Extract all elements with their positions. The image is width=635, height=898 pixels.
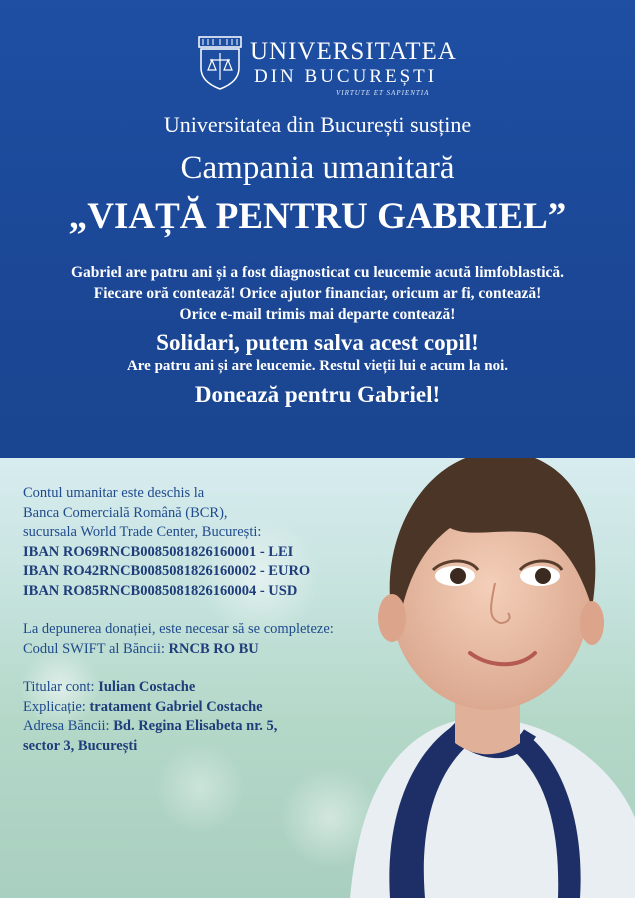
bank-line: Banca Comercială Română (BCR), [23,504,228,521]
address-line [23,717,403,737]
story-line: Gabriel are patru ani și a fost diagnosticat cu leucemie acută limfoblastică. [70,264,565,281]
bank-line: sucursala World Trade Center, București: [23,524,262,540]
crest-icon [198,36,242,90]
story-line: Orice e-mail trimis mai departe contează! [179,306,456,323]
holder-label: Titular cont: [23,679,99,695]
address-line-2: sector 3, București [23,737,138,754]
deposit-note: La depunerea donației, este necesar să se completeze: [23,621,334,637]
leukemia-line: Are patru ani și are leucemie. Restul vieții lui e acum la noi. [126,358,509,374]
explain-label: Explicație: [23,698,90,715]
university-logo [198,36,457,98]
solidari-heading: Solidari, putem salva acest copil! [156,330,479,355]
supports-line: Universitatea din București susține [163,112,472,137]
holder-line [23,678,403,698]
swift-line [23,640,403,660]
explain-line [23,698,403,718]
bank-line: Contul umanitar este deschis la [23,485,205,501]
iban-usd: IBAN RO85RNCB0085081826160004 - USD [23,582,298,599]
iban-euro: IBAN RO42RNCB0085081826160002 - EURO [23,563,311,579]
story-text [0,262,635,325]
address-value: Bd. Regina Elisabeta nr. 5, [113,718,278,734]
explain-value: tratament Gabriel Costache [89,698,263,715]
story-line: Fiecare oră contează! Orice ajutor financiar, oricum ar fi, contează! [93,285,542,302]
iban-lei: IBAN RO69RNCB0085081826160001 - LEI [23,543,294,560]
donate-heading: Donează pentru Gabriel! [194,382,441,407]
address-label: Adresa Băncii: [23,718,114,734]
university-name: UNIVERSITATEA [250,38,457,65]
bank-panel [0,458,635,898]
swift-value: RNCB RO BU [168,640,259,657]
campaign-title: Campania umanitară [180,150,455,186]
swift-label: Codul SWIFT al Băncii: [23,640,169,657]
university-subtitle: DIN BUCUREȘTI [254,66,438,87]
campaign-slogan: „VIAȚĂ PENTRU GABRIEL” [68,196,567,237]
bank-info [23,484,403,756]
university-motto: VIRTUTE ET SAPIENTIA [336,89,430,97]
holder-value: Iulian Costache [98,679,196,695]
